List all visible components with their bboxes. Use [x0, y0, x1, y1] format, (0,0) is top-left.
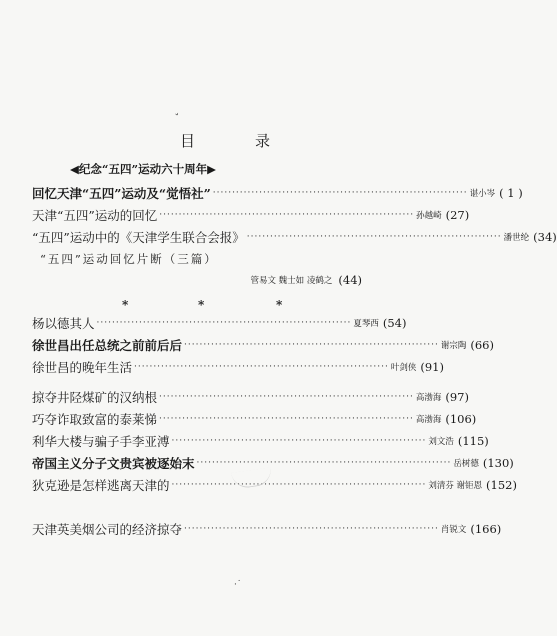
entry-title: 巧夺诈取致富的泰莱悌: [32, 412, 158, 427]
entry-title: 徐世昌出任总统之前前后后: [32, 338, 183, 353]
toc-entry: [32, 184, 523, 202]
entry-page: (97): [445, 390, 469, 404]
toc-entry-authors: [230, 271, 362, 289]
entry-author: 高渤海: [415, 415, 442, 425]
section-header: ◀纪念“五四”运动六十周年▶: [70, 162, 216, 176]
toc-entry: [32, 520, 502, 538]
title-char-2: 录: [254, 132, 270, 150]
entry-author: 刘文浩: [428, 437, 454, 447]
toc-entry: [32, 228, 557, 246]
page-title: [180, 130, 270, 151]
entry-author: 岳树德: [453, 459, 479, 469]
entry-title: 徐世昌的晚年生活: [32, 360, 133, 375]
entry-author: 夏琴西: [353, 319, 379, 329]
entry-page: (130): [482, 456, 514, 470]
separator-star: *: [198, 298, 205, 312]
entry-author: 谢宗陶: [440, 341, 467, 351]
toc-entry: [32, 314, 407, 332]
leader-dots: ··································································: [96, 318, 352, 328]
entry-title: 天津“五四”运动的回忆: [32, 208, 158, 223]
separator-star: *: [122, 298, 129, 312]
toc-entry: [32, 454, 514, 472]
entry-author: 谌小岑: [469, 189, 496, 199]
ink-mark: ˇ: [174, 112, 183, 125]
leader-dots: ··································································: [159, 414, 414, 424]
title-char-1: 目: [180, 132, 196, 150]
entry-title: 帝国主义分子文贵宾被逐始末: [32, 456, 195, 471]
leader-dots: ··································································: [171, 480, 427, 490]
leader-dots: ··································································: [171, 436, 427, 446]
toc-entry: [32, 206, 470, 224]
leader-dots: ··································································: [196, 458, 452, 468]
leader-dots: ··································································: [184, 340, 439, 350]
entry-page: (34): [533, 230, 557, 244]
entry-title: 狄克逊是怎样逃离天津的: [32, 478, 170, 493]
entry-page: (54): [382, 316, 407, 330]
entry-author: 叶剑侠: [390, 363, 417, 373]
toc-entry: [32, 336, 494, 354]
toc-entry: [32, 358, 444, 376]
entry-author: 刘清芬 谢钜恩: [428, 481, 483, 491]
entry-page: (66): [470, 338, 494, 352]
toc-entry: [40, 250, 370, 268]
entry-author: 孙越崎: [416, 211, 442, 221]
entry-page: (115): [457, 434, 489, 448]
entry-title: 杨以德其人: [32, 316, 95, 331]
leader-dots: ··································································: [184, 524, 439, 534]
entry-page: (166): [470, 522, 502, 536]
entry-page: (152): [486, 478, 517, 492]
toc-entry: [32, 432, 489, 450]
entry-author: 潘世纶: [503, 233, 530, 243]
entry-page: (44): [338, 273, 362, 287]
entry-title: “五四”运动中的《天津学生联合会报》: [32, 230, 245, 245]
entry-title: 天津英美烟公司的经济掠夺: [32, 522, 183, 537]
toc-entry: [32, 476, 517, 494]
entry-page: (91): [420, 360, 444, 374]
entry-title: 利华大楼与骗子手李亚溥: [32, 434, 170, 449]
toc-entry: [32, 388, 469, 406]
entry-title: “五四”运动回忆片断（三篇）: [40, 252, 218, 266]
separator-star: *: [276, 298, 283, 312]
entry-authors: 管易文 魏士如 凌鹤之: [250, 276, 333, 286]
leader-dots: ··································································: [246, 232, 502, 242]
entry-title: 回忆天津“五四”运动及“觉悟社”: [32, 186, 211, 201]
entry-page: (106): [445, 412, 477, 426]
leader-dots: ··································································: [134, 362, 389, 372]
leader-dots: ··································································: [212, 188, 468, 198]
toc-entry: [32, 410, 477, 428]
leader-dots: ··································································: [159, 210, 415, 220]
entry-page: (27): [445, 208, 470, 222]
entry-author: 高渤海: [415, 393, 442, 403]
entry-author: 肖锐文: [440, 525, 467, 535]
ink-mark: ·˙: [234, 580, 242, 590]
leader-dots: ··································································: [159, 392, 414, 402]
entry-title: 掠夺井陉煤矿的汉纳根: [32, 390, 158, 405]
entry-page: ( 1 ): [499, 186, 523, 200]
